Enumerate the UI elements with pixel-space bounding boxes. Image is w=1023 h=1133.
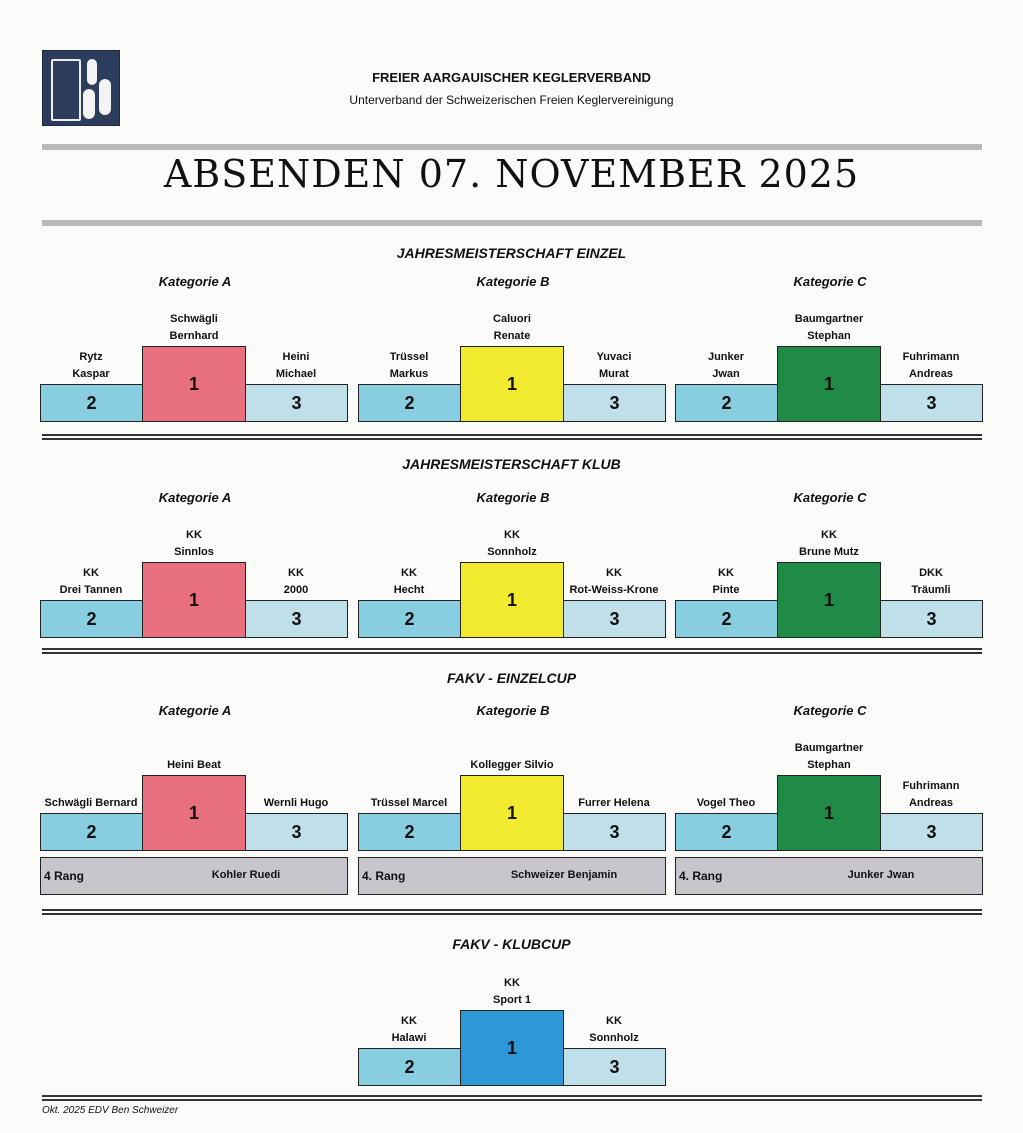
first-place-name-line: Sonnholz xyxy=(487,546,537,558)
fourth-place-row xyxy=(358,857,666,895)
section-title: JAHRESMEISTERSCHAFT EINZEL xyxy=(396,245,627,261)
section-divider xyxy=(42,909,982,915)
second-place-name-line: Kaspar xyxy=(72,368,110,380)
third-place-name xyxy=(559,1013,669,1047)
first-place-block: 1 xyxy=(142,775,246,851)
third-place-block: 3 xyxy=(880,600,983,638)
third-place-name-line: Yuvaci xyxy=(596,351,632,363)
second-place-name-line: KK xyxy=(401,1015,417,1027)
second-place-name-line: KK xyxy=(83,567,99,579)
third-place-name xyxy=(876,349,986,383)
category-label: Kategorie A xyxy=(158,274,232,289)
second-place-name xyxy=(671,349,781,383)
fourth-place-label: 4. Rang xyxy=(679,869,723,883)
first-place-block: 1 xyxy=(777,346,881,422)
third-place-name-line: Andreas xyxy=(908,368,954,380)
first-place-name-line: KK xyxy=(504,977,520,989)
organization-name: FREIER AARGAUISCHER KEGLERVERBAND xyxy=(372,70,651,85)
fakv-logo xyxy=(42,50,120,126)
second-place-block: 2 xyxy=(40,384,143,422)
fourth-place-name: Kohler Ruedi xyxy=(211,869,281,881)
third-place-name-line: Träumli xyxy=(911,584,951,596)
third-place-name-line: Heini xyxy=(282,351,310,363)
footer-credit: Okt. 2025 EDV Ben Schweizer xyxy=(42,1105,179,1116)
third-place-block: 3 xyxy=(880,384,983,422)
first-place-name xyxy=(442,311,582,345)
first-place-block: 1 xyxy=(460,775,564,851)
first-place-name-line: KK xyxy=(186,529,202,541)
first-place-name xyxy=(759,311,899,345)
second-place-block: 2 xyxy=(675,600,778,638)
category-label: Kategorie A xyxy=(158,703,232,718)
fourth-place-row xyxy=(675,857,983,895)
third-place-block: 3 xyxy=(563,600,666,638)
third-place-name-line: Andreas xyxy=(908,797,954,809)
second-place-name-line: Trüssel xyxy=(389,351,429,363)
first-place-name-line: Stephan xyxy=(807,759,851,771)
first-place-name xyxy=(124,311,264,345)
third-place-name-line: Fuhrimann xyxy=(902,780,960,792)
first-place-name-line: Stephan xyxy=(807,330,851,342)
second-place-name-line: Junker xyxy=(707,351,745,363)
title-band-bottom xyxy=(42,220,982,226)
category-label: Kategorie A xyxy=(158,490,232,505)
second-place-block: 2 xyxy=(675,384,778,422)
page-title: ABSENDEN 07. NOVEMBER 2025 xyxy=(163,152,860,196)
second-place-block: 2 xyxy=(40,813,143,851)
first-place-name-line: Baumgartner xyxy=(794,742,864,754)
first-place-name-line: Kollegger Silvio xyxy=(470,759,554,771)
first-place-name-line: Renate xyxy=(493,330,531,342)
first-place-block: 1 xyxy=(460,562,564,638)
first-place-name xyxy=(759,527,899,561)
second-place-name-line: Schwägli Bernard xyxy=(44,797,138,809)
organization-subtitle: Unterverband der Schweizerischen Freien Keglervereinigung xyxy=(349,93,674,107)
first-place-block: 1 xyxy=(777,562,881,638)
third-place-name-line: Wernli Hugo xyxy=(263,797,329,809)
second-place-name-line: Trüssel Marcel xyxy=(370,797,448,809)
second-place-name xyxy=(671,795,781,812)
category-label: Kategorie B xyxy=(476,274,550,289)
first-place-name xyxy=(442,975,582,1009)
second-place-name-line: Drei Tannen xyxy=(59,584,123,596)
first-place-name-line: Bernhard xyxy=(169,330,219,342)
first-place-name xyxy=(442,757,582,774)
second-place-block: 2 xyxy=(675,813,778,851)
first-place-block: 1 xyxy=(777,775,881,851)
first-place-name xyxy=(124,757,264,774)
first-place-name xyxy=(124,527,264,561)
third-place-name-line: KK xyxy=(606,567,622,579)
first-place-name-line: KK xyxy=(821,529,837,541)
fourth-place-row xyxy=(40,857,348,895)
third-place-block: 3 xyxy=(245,384,348,422)
first-place-name-line: Schwägli xyxy=(170,313,218,325)
third-place-name-line: Furrer Helena xyxy=(578,797,650,809)
second-place-name-line: Hecht xyxy=(393,584,425,596)
second-place-name xyxy=(36,795,146,812)
third-place-name xyxy=(559,349,669,383)
fourth-place-name: Schweizer Benjamin xyxy=(510,869,618,881)
title-band-top xyxy=(42,144,982,150)
first-place-name-line: Brune Mutz xyxy=(799,546,859,558)
second-place-name-line: KK xyxy=(718,567,734,579)
first-place-block: 1 xyxy=(142,562,246,638)
third-place-name-line: Rot-Weiss-Krone xyxy=(569,584,659,596)
fourth-place-label: 4 Rang xyxy=(44,869,85,883)
podium xyxy=(358,775,666,865)
third-place-name xyxy=(241,349,351,383)
first-place-block: 1 xyxy=(460,1010,564,1086)
section-title: JAHRESMEISTERSCHAFT KLUB xyxy=(402,456,621,472)
third-place-name-line: 2000 xyxy=(283,584,309,596)
second-place-block: 2 xyxy=(358,600,461,638)
second-place-name xyxy=(36,565,146,599)
third-place-block: 3 xyxy=(880,813,983,851)
fourth-place-name: Junker Jwan xyxy=(847,869,915,881)
category-label: Kategorie B xyxy=(476,490,550,505)
third-place-block: 3 xyxy=(563,384,666,422)
first-place-block: 1 xyxy=(460,346,564,422)
second-place-block: 2 xyxy=(358,1048,461,1086)
second-place-name-line: Jwan xyxy=(712,368,740,380)
second-place-name xyxy=(354,795,464,812)
second-place-block: 2 xyxy=(358,813,461,851)
first-place-name-line: Sport 1 xyxy=(493,994,531,1006)
third-place-name xyxy=(241,565,351,599)
third-place-block: 3 xyxy=(245,600,348,638)
second-place-name xyxy=(671,565,781,599)
third-place-block: 3 xyxy=(563,813,666,851)
third-place-name-line: KK xyxy=(606,1015,622,1027)
first-place-name xyxy=(442,527,582,561)
second-place-name-line: KK xyxy=(401,567,417,579)
third-place-name-line: Murat xyxy=(599,368,629,380)
third-place-name xyxy=(876,565,986,599)
second-place-block: 2 xyxy=(358,384,461,422)
podium xyxy=(40,775,348,865)
third-place-name-line: KK xyxy=(288,567,304,579)
first-place-name-line: Baumgartner xyxy=(794,313,864,325)
second-place-name xyxy=(354,565,464,599)
third-place-block: 3 xyxy=(563,1048,666,1086)
second-place-name-line: Rytz xyxy=(79,351,103,363)
second-place-name xyxy=(354,349,464,383)
third-place-name xyxy=(559,795,669,812)
second-place-name xyxy=(36,349,146,383)
third-place-name xyxy=(559,565,669,599)
second-place-name-line: Vogel Theo xyxy=(696,797,756,809)
first-place-name-line: Sinnlos xyxy=(174,546,214,558)
third-place-name-line: Fuhrimann xyxy=(902,351,960,363)
second-place-name-line: Markus xyxy=(389,368,429,380)
second-place-name-line: Pinte xyxy=(712,584,740,596)
third-place-name-line: Michael xyxy=(275,368,317,380)
category-label: Kategorie C xyxy=(793,703,867,718)
second-place-name-line: Halawi xyxy=(391,1032,427,1044)
third-place-name-line: Sonnholz xyxy=(589,1032,639,1044)
category-label: Kategorie B xyxy=(476,703,550,718)
first-place-name-line: KK xyxy=(504,529,520,541)
section-title: FAKV - KLUBCUP xyxy=(452,936,571,952)
section-title: FAKV - EINZELCUP xyxy=(446,670,577,686)
third-place-block: 3 xyxy=(245,813,348,851)
second-place-block: 2 xyxy=(40,600,143,638)
third-place-name xyxy=(241,795,351,812)
second-place-name xyxy=(354,1013,464,1047)
first-place-block: 1 xyxy=(142,346,246,422)
first-place-name xyxy=(759,740,899,774)
fourth-place-label: 4. Rang xyxy=(362,869,406,883)
first-place-name-line: Heini Beat xyxy=(167,759,221,771)
category-label: Kategorie C xyxy=(793,274,867,289)
third-place-name xyxy=(876,778,986,812)
category-label: Kategorie C xyxy=(793,490,867,505)
first-place-name-line: Caluori xyxy=(493,313,531,325)
third-place-name-line: DKK xyxy=(919,567,943,579)
